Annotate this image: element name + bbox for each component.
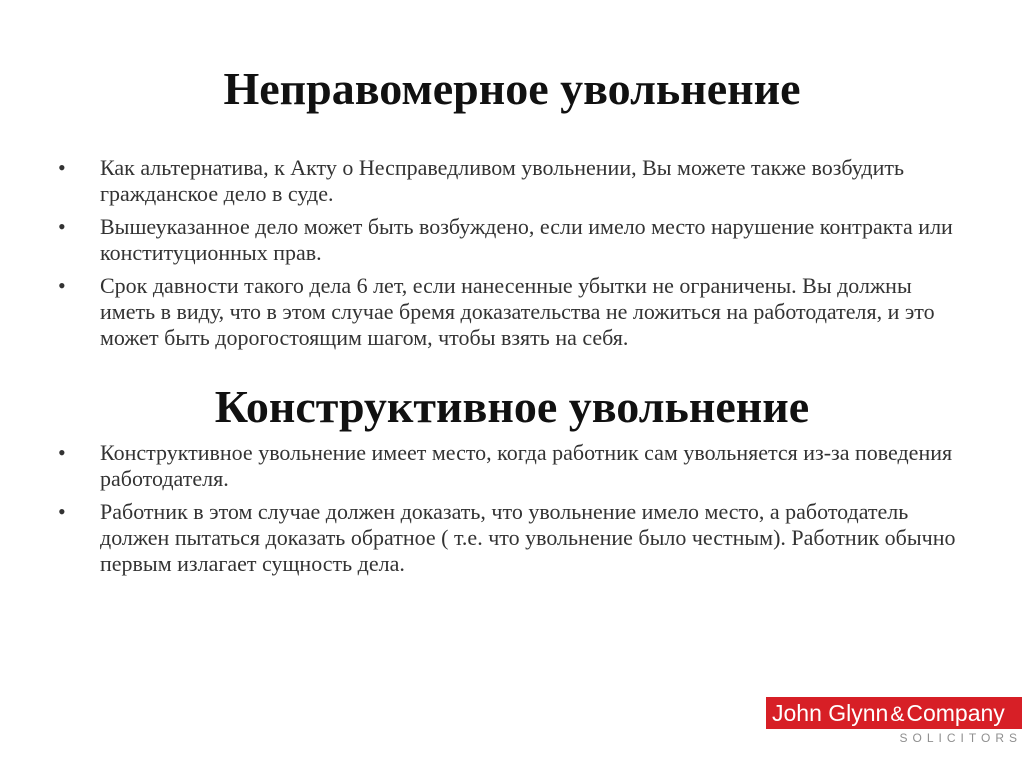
section-title-wrongful-dismissal: Неправомерное увольнение xyxy=(223,63,801,114)
bullet-icon: • xyxy=(58,214,66,239)
bullet-text: Как альтернатива, к Акту о Несправедливом увольнении, Вы можете также возбудить гражданское дело в суде. xyxy=(100,155,905,206)
bullet-item xyxy=(58,273,968,351)
bullet-item xyxy=(58,155,968,207)
bullet-item xyxy=(58,499,968,577)
bullet-item xyxy=(58,214,968,266)
logo-ampersand: & xyxy=(890,703,905,726)
bullet-icon: • xyxy=(58,440,66,465)
bullet-text: Работник в этом случае должен доказать, что увольнение имело место, а работодатель должен пытаться доказать обратное ( т.е. что увольнение было честным). Работник обычно первым излагает сущность дела. xyxy=(100,499,956,576)
bullet-list-constructive-dismissal xyxy=(58,440,968,584)
bullet-text: Конструктивное увольнение имеет место, когда работник сам увольняется из-за поведения работодателя. xyxy=(100,440,953,491)
bullet-item xyxy=(58,440,968,492)
bullet-icon: • xyxy=(58,273,66,298)
bullet-text: Срок давности такого дела 6 лет, если нанесенные убытки не ограничены. Вы должны иметь в виду, что в этом случае бремя доказательства не ложиться на работодателя, и это может быть дорогостоящим шагом, чтобы взять на себя. xyxy=(100,273,935,350)
bullet-icon: • xyxy=(58,155,66,180)
bullet-icon: • xyxy=(58,499,66,524)
logo-company: Company xyxy=(906,700,1005,726)
bullet-list-wrongful-dismissal xyxy=(58,155,968,358)
logo-name: John Glynn xyxy=(772,700,889,726)
logo-banner xyxy=(766,697,1022,729)
logo-subtitle: SOLICITORS xyxy=(899,731,1022,745)
section-title-constructive-dismissal: Конструктивное увольнение xyxy=(214,381,810,432)
company-logo xyxy=(766,697,1022,745)
bullet-text: Вышеуказанное дело может быть возбуждено, если имело место нарушение контракта или конституционных прав. xyxy=(100,214,953,265)
